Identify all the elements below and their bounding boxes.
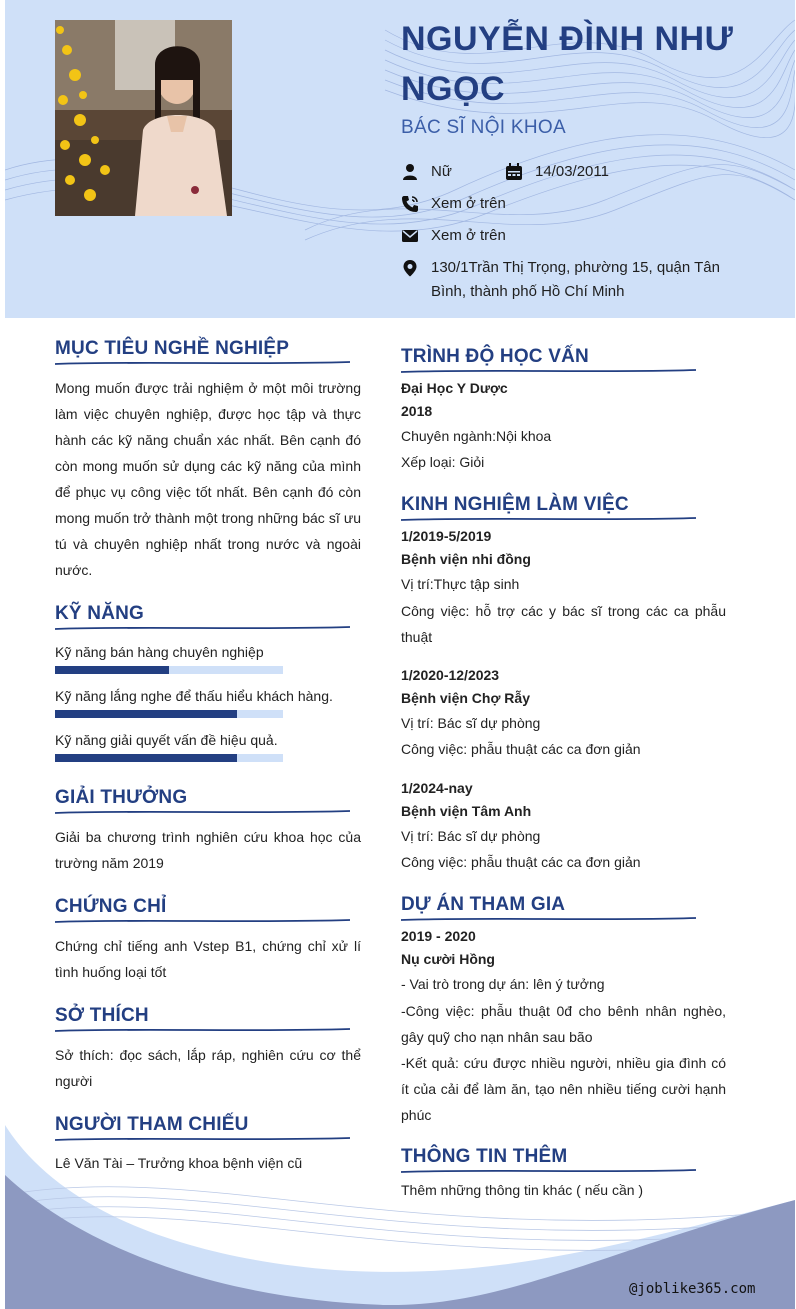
job-2-position: Vị trí: Bác sĩ dự phòng bbox=[401, 715, 541, 731]
projects-underline bbox=[401, 916, 696, 922]
references-underline bbox=[55, 1136, 350, 1142]
education-heading: TRÌNH ĐỘ HỌC VẤN bbox=[401, 346, 589, 367]
education-grade: Xếp loại: Giỏi bbox=[401, 454, 485, 470]
cv-page bbox=[5, 0, 795, 1309]
hobbies-text: Sở thích: đọc sách, lắp ráp, nghiên cứu cơ thể người bbox=[55, 1047, 361, 1089]
address-value: 130/1Trần Thị Trọng, phường 15, quận Tân Bình, thành phố Hồ Chí Minh bbox=[431, 259, 720, 300]
hobbies-underline bbox=[55, 1027, 350, 1033]
skill-2-fill bbox=[55, 710, 237, 718]
project-name: Nụ cười Hồng bbox=[401, 951, 495, 967]
project-result: -Kết quả: cứu được nhiều người, nhiều gia đình có ít của cải để làm ăn, tạo nên nhiều tiếng cười hạnh phúc bbox=[401, 1055, 726, 1123]
calendar-icon bbox=[505, 163, 523, 181]
certificates-heading: CHỨNG CHỈ bbox=[55, 896, 167, 917]
skill-3-label: Kỹ năng giải quyết vấn đề hiệu quả. bbox=[55, 732, 278, 748]
skill-1-bar bbox=[55, 666, 283, 674]
watermark-text: @joblike365.com bbox=[629, 1281, 756, 1297]
experience-underline bbox=[401, 516, 696, 522]
extra-text: Thêm những thông tin khác ( nếu cần ) bbox=[401, 1182, 644, 1198]
job-title: BÁC SĨ NỘI KHOA bbox=[401, 117, 566, 138]
objective-heading: MỤC TIÊU NGHỀ NGHIỆP bbox=[55, 338, 290, 359]
job-3-duty: Công việc: phẫu thuật các ca đơn giản bbox=[401, 854, 641, 870]
education-underline bbox=[401, 368, 696, 374]
awards-heading: GIẢI THƯỞNG bbox=[55, 787, 188, 808]
header-band bbox=[5, 0, 795, 318]
job-1-position: Vị trí:Thực tập sinh bbox=[401, 576, 520, 592]
job-2-place: Bệnh viện Chợ Rẫy bbox=[401, 690, 530, 706]
objective-text: Mong muốn được trải nghiệm ở một môi trường làm việc chuyên nghiệp, được học tập và thực hành các kỹ năng chuẩn xác nhất. Bên cạnh đó còn mong muốn sử dụng các kỹ năng của mình để phục vụ công việc tốt nhất. Bên cạnh đó còn mong muốn trở thành một trong những bác sĩ ưu tú và chuyên nghiệp nhất trong nước và ngoài nước. bbox=[55, 380, 361, 578]
job-1-period: 1/2019-5/2019 bbox=[401, 528, 492, 544]
certificates-underline bbox=[55, 918, 350, 924]
job-3-position: Vị trí: Bác sĩ dự phòng bbox=[401, 828, 541, 844]
skill-3-bar bbox=[55, 754, 283, 762]
phone-icon bbox=[401, 195, 419, 213]
skills-heading: KỸ NĂNG bbox=[55, 603, 145, 624]
skill-2-bar bbox=[55, 710, 283, 718]
email-value: Xem ở trên bbox=[431, 227, 506, 244]
awards-underline bbox=[55, 809, 350, 815]
job-1-duty: Công việc: hỗ trợ các y bác sĩ trong các ca phẫu thuật bbox=[401, 603, 726, 645]
projects-heading: DỰ ÁN THAM GIA bbox=[401, 894, 566, 915]
skills-underline bbox=[55, 625, 350, 631]
job-3-period: 1/2024-nay bbox=[401, 780, 473, 796]
awards-text: Giải ba chương trình nghiên cứu khoa học của trường năm 2019 bbox=[55, 829, 361, 871]
education-year: 2018 bbox=[401, 403, 433, 419]
job-2-period: 1/2020-12/2023 bbox=[401, 667, 500, 683]
education-major: Chuyên ngành:Nội khoa bbox=[401, 428, 552, 444]
location-pin-icon bbox=[401, 259, 419, 277]
skill-1-label: Kỹ năng bán hàng chuyên nghiệp bbox=[55, 644, 264, 660]
skill-1-fill bbox=[55, 666, 169, 674]
project-work: -Công việc: phẫu thuật 0đ cho bênh nhân nghèo, gây quỹ cho nạn nhân sau bão bbox=[401, 1003, 726, 1045]
envelope-icon bbox=[401, 227, 419, 245]
references-text: Lê Văn Tài – Trưởng khoa bệnh viện cũ bbox=[55, 1155, 303, 1171]
certificates-text: Chứng chỉ tiếng anh Vstep B1, chứng chỉ xử lí tình huống loại tốt bbox=[55, 938, 361, 980]
birthday-value: 14/03/2011 bbox=[535, 163, 609, 180]
candidate-name: NGUYỄN ĐÌNH NHƯ NGỌC bbox=[401, 20, 734, 108]
user-icon bbox=[401, 163, 419, 181]
skill-3-fill bbox=[55, 754, 237, 762]
job-1-place: Bệnh viện nhi đồng bbox=[401, 551, 531, 567]
extra-heading: THÔNG TIN THÊM bbox=[401, 1146, 568, 1167]
project-period: 2019 - 2020 bbox=[401, 928, 476, 944]
phone-value: Xem ở trên bbox=[431, 195, 506, 212]
project-role: - Vai trò trong dự án: lên ý tưởng bbox=[401, 976, 605, 992]
skill-2-label: Kỹ năng lắng nghe để thấu hiểu khách hàng. bbox=[55, 688, 333, 704]
gender-value: Nữ bbox=[431, 163, 452, 180]
objective-underline bbox=[55, 360, 350, 366]
hobbies-heading: SỞ THÍCH bbox=[55, 1005, 149, 1026]
references-heading: NGƯỜI THAM CHIẾU bbox=[55, 1114, 249, 1135]
job-2-duty: Công việc: phẫu thuật các ca đơn giản bbox=[401, 741, 641, 757]
job-3-place: Bệnh viện Tâm Anh bbox=[401, 803, 532, 819]
profile-photo bbox=[55, 20, 232, 216]
experience-heading: KINH NGHIỆM LÀM VIỆC bbox=[401, 494, 629, 515]
extra-underline bbox=[401, 1168, 696, 1174]
education-school: Đại Học Y Dược bbox=[401, 380, 508, 396]
